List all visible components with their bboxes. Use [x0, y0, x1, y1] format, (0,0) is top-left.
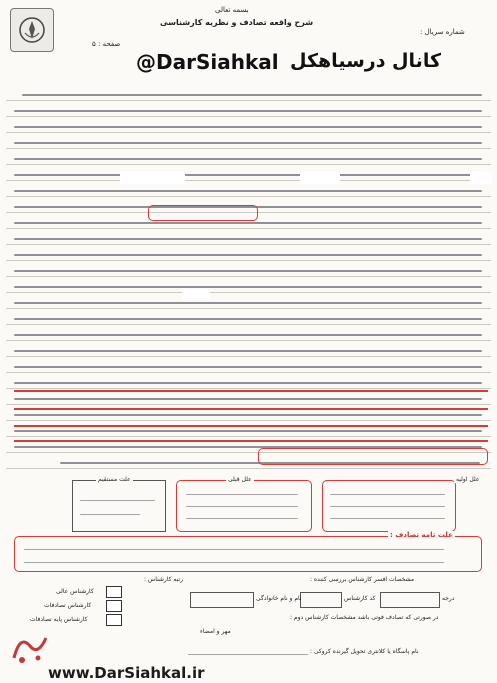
code-field: [300, 592, 342, 608]
direct-cause-title: علت مستقیم: [98, 476, 131, 483]
channel-handle: @DarSiahkal: [136, 50, 279, 74]
channel-logo-icon: [8, 628, 52, 668]
redaction-2: [300, 172, 340, 184]
expert-accident-checkbox[interactable]: [106, 600, 122, 612]
police-emblem: [10, 8, 54, 52]
red-underline-3: [14, 425, 488, 427]
red-underline-1: [14, 390, 488, 392]
specs-label: مشخصات افسر کارشناس بررسی کننده :: [310, 576, 415, 583]
degree-field: [380, 592, 440, 608]
bismillah: بسمه تعالی: [215, 6, 249, 14]
expert-accident-label: کارشناس تصادفات: [44, 602, 92, 609]
channel-logo: [8, 628, 52, 668]
website-watermark: www.DarSiahkal.ir: [48, 664, 205, 682]
second-expert-note: در صورتی که تصادف فوتی باشد مشخصات کارشناس دوم :: [290, 614, 439, 621]
expert-top-checkbox[interactable]: [106, 586, 122, 598]
redaction-3: [470, 172, 492, 184]
direct-cause-box: [72, 480, 166, 532]
name-label: نام و نام خانوادگی: [256, 595, 302, 602]
code-label: کد کارشناس: [344, 595, 376, 602]
red-underline-4: [14, 440, 488, 442]
channel-name: کانال درسیاهکل: [290, 50, 441, 72]
prime-cause-box: [14, 536, 482, 572]
form-title: شرح واقعه تصادف و نظریه کارشناسی: [160, 18, 314, 27]
expert-base-checkbox[interactable]: [106, 614, 122, 626]
name-field: [190, 592, 254, 608]
redaction-4: [182, 290, 210, 300]
degree-label: درجه: [442, 595, 455, 602]
prime-cause-title: علت تامه تصادف :: [390, 531, 453, 539]
prior-cause-title: علل قبلی: [228, 476, 252, 483]
serial-label: شماره سریال :: [420, 28, 465, 36]
emblem-icon: [17, 15, 47, 45]
redaction-1: [120, 172, 185, 184]
page-label: صفحه : ۵: [92, 40, 121, 48]
expert-rank-label: رتبه کارشناس :: [144, 576, 184, 583]
receiver-label: نام پاسگاه یا کلانتری تحویل گیرنده کروکی :: [310, 648, 419, 655]
sign-label: مهر و امضاء: [200, 628, 231, 635]
highlight-box-1: [148, 205, 258, 221]
expert-base-label: کارشناس پایه تصادفات: [30, 616, 88, 623]
primary-cause-title: علل اولیه: [456, 476, 480, 483]
highlight-box-2: [258, 448, 488, 465]
expert-top-label: کارشناس عالی: [56, 588, 94, 595]
red-underline-2: [14, 408, 488, 410]
